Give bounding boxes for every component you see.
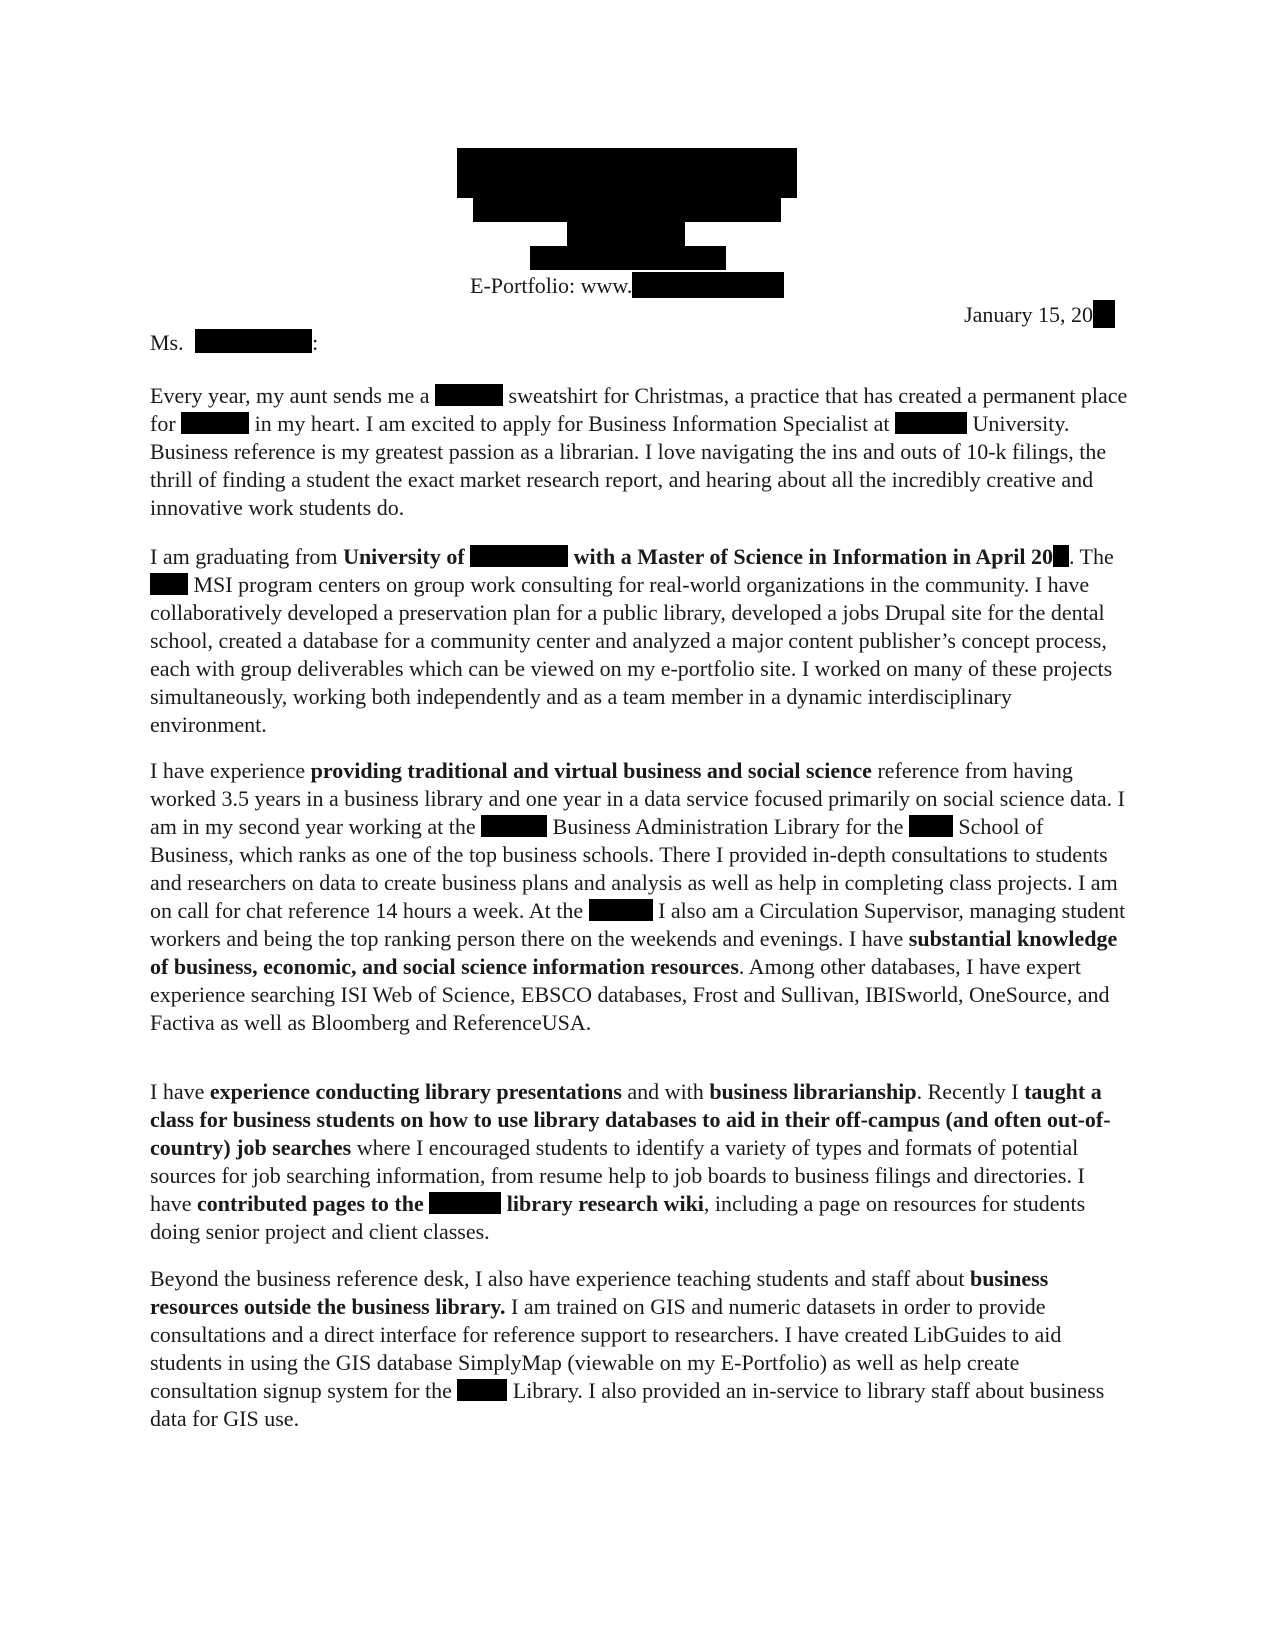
presentations-highlight: library research wiki xyxy=(506,1191,704,1216)
redacted-university xyxy=(429,1192,501,1214)
presentations-highlight: taught a class for business students on how to use library databases to aid in their off-campus (and often out-of-country) job searches xyxy=(150,1079,1111,1160)
paragraph-experience xyxy=(150,757,1130,1037)
experience-highlight: providing traditional and virtual business and social science xyxy=(310,758,872,783)
redacted-name xyxy=(457,148,797,198)
redacted-school xyxy=(150,573,188,595)
redacted-school xyxy=(909,815,953,837)
education-text: MSI program centers on group work consulting for real-world organizations in the community. I have collaboratively developed a preservation plan for a public library, developed a jobs Drupal site for the dental school, created a database for a community center and analyzed a major content publisher’s concept process, each with group deliverables which can be viewed on my e-portfolio site. I worked on many of these projects simultaneously, working both independently and as a team member in a dynamic interdisciplinary environment. xyxy=(150,572,1113,737)
presentations-text: , including a page on resources for students doing senior project and client classes. xyxy=(150,1191,1086,1244)
experience-text: I have experience xyxy=(150,758,306,783)
redacted-library xyxy=(457,1379,507,1401)
experience-highlight: substantial knowledge of business, economic, and social science information resources xyxy=(150,926,1118,979)
intro-text: University. Business reference is my greatest passion as a librarian. I love navigating the ins and outs of 10-k filings, the thrill of finding a student the exact market research report, and hearing about all the incredibly creative and innovative work students do. xyxy=(150,411,1107,520)
presentations-highlight: business librarianship xyxy=(709,1079,917,1104)
education-text: I am graduating from xyxy=(150,544,338,569)
experience-text: I also am a Circulation Supervisor, managing student workers and being the top ranking person there on the weekends and evenings. I have xyxy=(150,898,1126,951)
intro-text: in my heart. I am excited to apply for Business Information Specialist at xyxy=(254,411,890,436)
redacted-university xyxy=(435,384,503,406)
redacted-address-line xyxy=(473,198,781,222)
paragraph-presentations xyxy=(150,1078,1130,1246)
redacted-city-line xyxy=(567,222,685,246)
eportfolio-label: E-Portfolio: www. xyxy=(470,273,633,298)
paragraph-intro xyxy=(150,382,1130,522)
salutation xyxy=(150,329,318,356)
experience-text: . Among other databases, I have expert experience searching ISI Web of Science, EBSCO databases, Frost and Sullivan, IBISworld, OneSource, and Factiva as well as Bloomberg and ReferenceUSA. xyxy=(150,954,1110,1035)
presentations-text: . Recently I xyxy=(916,1079,1019,1104)
redacted-recipient-name xyxy=(195,329,312,353)
salutation-prefix: Ms. xyxy=(150,330,184,355)
experience-text: School of Business, which ranks as one of the top business schools. There I provided in-depth consultations to students and researchers on data to create business plans and analysis as well as help in completing class projects. I am on call for chat reference 14 hours a week. At the xyxy=(150,814,1118,923)
salutation-colon: : xyxy=(312,330,319,355)
gis-text: I am trained on GIS and numeric datasets in order to provide consultations and a direct interface for reference support to researchers. I have created LibGuides to aid students in using the GIS database SimplyMap (viewable on my E-Portfolio) as well as help create consultation signup system for the xyxy=(150,1294,1062,1403)
intro-text: sweatshirt for Christmas, a practice that has created a permanent place for xyxy=(150,383,1128,436)
redacted-university xyxy=(470,545,568,567)
redacted-year xyxy=(1053,545,1069,567)
redacted-phone-line xyxy=(530,246,726,270)
experience-text: reference from having worked 3.5 years in a business library and one year in a data service focused primarily on social science data. I am in my second year working at the xyxy=(150,758,1125,839)
experience-text: Business Administration Library for the xyxy=(552,814,904,839)
gis-text: Beyond the business reference desk, I also have experience teaching students and staff about xyxy=(150,1266,965,1291)
letter-date xyxy=(964,300,1115,328)
education-highlight: University of xyxy=(343,544,465,569)
redacted-url xyxy=(632,272,784,298)
eportfolio-line xyxy=(470,272,784,299)
paragraph-gis xyxy=(150,1265,1130,1433)
presentations-text: and with xyxy=(627,1079,704,1104)
presentations-text: I have xyxy=(150,1079,205,1104)
redacted-university xyxy=(895,412,967,434)
intro-text: Every year, my aunt sends me a xyxy=(150,383,430,408)
redacted-university xyxy=(181,412,249,434)
education-highlight: with a Master of Science in Information in April 20 xyxy=(573,544,1053,569)
education-text: . The xyxy=(1068,544,1114,569)
redacted-school xyxy=(589,899,653,921)
gis-highlight: business resources outside the business library. xyxy=(150,1266,1049,1319)
paragraph-education xyxy=(150,543,1130,739)
date-text: January 15, 20 xyxy=(964,302,1093,327)
gis-text: Library. I also provided an in-service to library staff about business data for GIS use. xyxy=(150,1378,1105,1431)
redacted-school xyxy=(481,815,547,837)
redacted-year xyxy=(1093,300,1115,328)
presentations-text: where I encouraged students to identify a variety of types and formats of potential sources for job searching information, from resume help to job boards to business filings and directories. I have xyxy=(150,1135,1085,1216)
presentations-highlight: experience conducting library presentations xyxy=(209,1079,622,1104)
presentations-highlight: contributed pages to the xyxy=(197,1191,424,1216)
